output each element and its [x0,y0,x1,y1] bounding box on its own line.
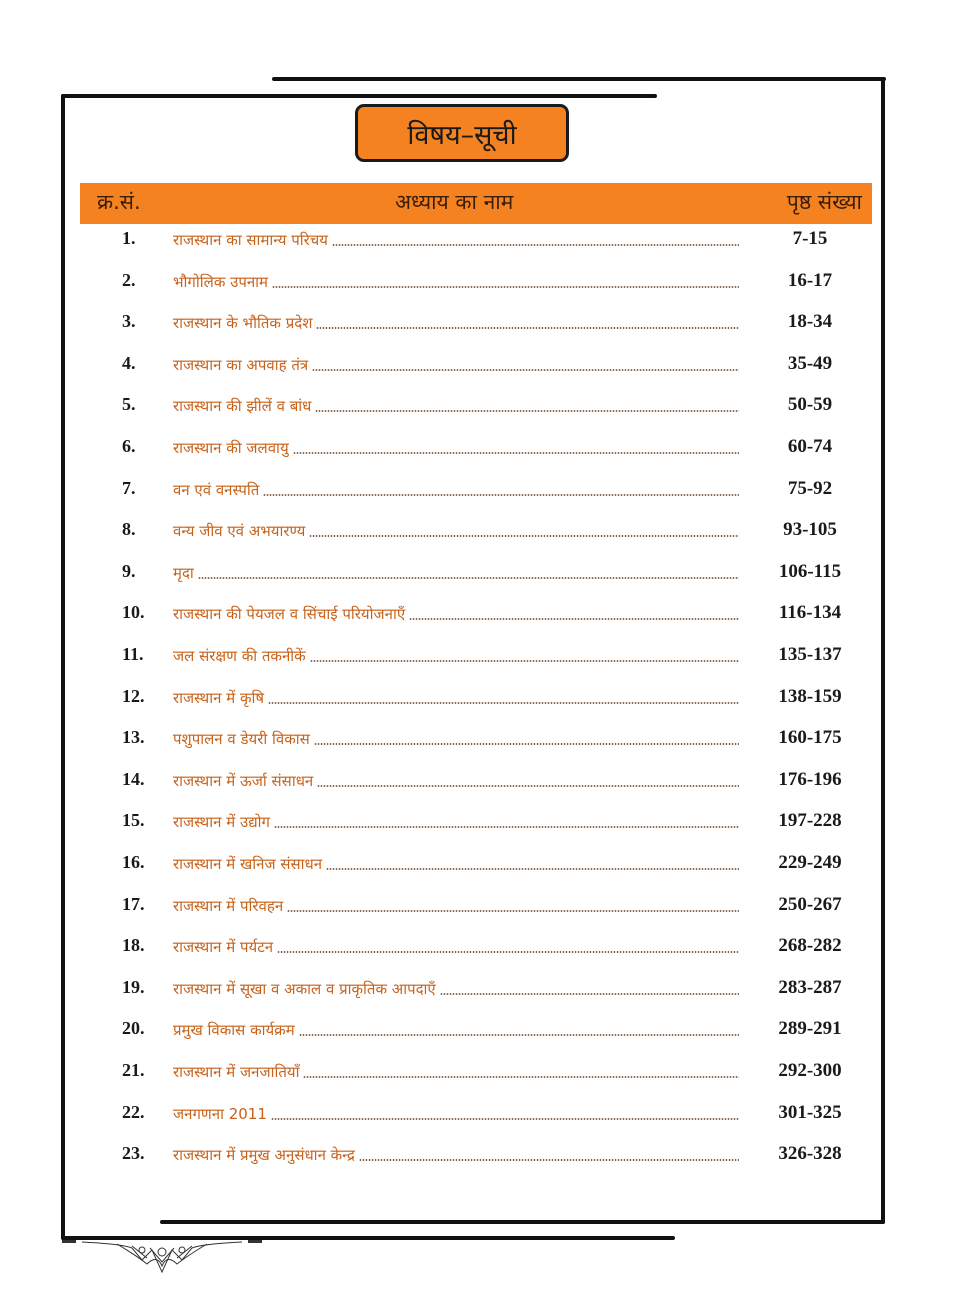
chapter-name: राजस्थान की पेयजल व सिंचाई परियोजनाएँ [173,605,406,624]
row-serial: 11. [122,644,144,664]
row-chapter [173,684,739,708]
table-row [0,517,954,547]
page-range: 135-137 [778,644,842,665]
page-range: 138-159 [778,685,842,707]
row-chapter [173,642,739,666]
page-range: 283-287 [778,976,842,998]
page-title-box [355,104,569,162]
table-row [0,434,954,464]
row-serial: 19. [122,976,145,997]
chapter-name: राजस्थान में कृषि [173,688,265,707]
table-row [0,351,954,381]
chapter-name: मृदा [173,563,194,582]
table-row [0,808,954,838]
page-range: 160-175 [778,727,842,749]
header-serial: क्र.सं. [97,190,141,214]
row-chapter [173,559,739,583]
page-title: विषय–सूची [407,119,517,151]
page-range: 35-49 [787,352,833,374]
row-serial: 21. [122,1060,145,1080]
row-serial: 14. [122,768,145,789]
dot-leader [359,1159,739,1161]
header-page-number: पृष्ठ संख्या [786,190,862,214]
page-range: 292-300 [778,1060,842,1081]
chapter-name: राजस्थान की जलवायु [173,439,289,457]
dot-leader [299,1034,739,1036]
page-range: 301-325 [778,1101,842,1123]
dot-leader [312,369,739,371]
page-range: 229-249 [778,852,842,873]
row-chapter [173,476,739,500]
page-range: 60-74 [787,436,833,457]
page-range: 106-115 [778,560,842,582]
table-row [0,725,954,755]
header-chapter-name: अध्याय का नाम [395,190,514,214]
table-row [0,850,954,880]
page-range: 176-196 [778,768,842,790]
chapter-name: राजस्थान का अपवाह तंत्र [173,355,309,374]
row-serial: 23. [122,1143,145,1164]
dot-leader [314,743,739,745]
dot-leader [315,410,739,412]
table-row [0,559,954,589]
table-row [0,1058,954,1088]
chapter-name: पशुपालन व डेयरी विकास [173,730,310,749]
row-serial: 4. [122,352,136,373]
page-range: 289-291 [778,1018,842,1040]
dot-leader [198,577,739,579]
row-serial: 5. [122,394,136,415]
row-chapter [173,1141,739,1165]
chapter-name: भौगोलिक उपनाम [173,272,269,291]
row-serial: 18. [122,935,145,956]
chapter-name: राजस्थान के भौतिक प्रदेश [173,314,313,333]
dot-leader [309,535,739,537]
dot-leader [409,618,739,620]
table-row [0,684,954,714]
chapter-name: राजस्थान में खनिज संसाधन [173,855,323,873]
page-range: 197-228 [778,810,842,832]
page-range: 268-282 [778,935,842,957]
page-range: 16-17 [787,269,833,291]
row-serial: 7. [122,477,136,498]
table-row [0,268,954,298]
row-chapter [173,767,739,791]
table-row [0,1100,954,1130]
chapter-name: राजस्थान में परिवहन [173,896,284,915]
row-chapter [173,268,739,292]
row-serial: 20. [122,1018,145,1039]
dot-leader [440,993,739,995]
table-row [0,975,954,1005]
chapter-name: राजस्थान में ऊर्जा संसाधन [173,771,314,790]
row-serial: 15. [122,810,145,831]
dot-leader [317,785,739,787]
chapter-name: प्रमुख विकास कार्यक्रम [173,1021,295,1040]
dot-leader [272,286,739,288]
row-chapter [173,975,739,999]
row-serial: 16. [122,852,145,872]
table-row [0,1141,954,1171]
row-chapter [173,517,739,541]
table-row [0,226,954,256]
row-chapter [173,1058,739,1082]
row-serial: 3. [122,311,136,332]
table-row [0,642,954,672]
chapter-name: राजस्थान की झीलें व बांध [173,397,312,416]
dot-leader [268,702,739,704]
table-row [0,933,954,963]
row-chapter [173,850,739,874]
chapter-name: वन एवं वनस्पति [173,480,260,499]
dot-leader [326,868,739,870]
dot-leader [263,494,739,496]
row-serial: 2. [122,269,136,290]
row-serial: 17. [122,893,145,914]
table-row [0,892,954,922]
row-serial: 13. [122,727,145,748]
page-range: 93-105 [783,519,837,541]
chapter-name: राजस्थान का सामान्य परिचय [173,231,328,249]
row-serial: 22. [122,1101,145,1122]
chapter-name: राजस्थान में प्रमुख अनुसंधान केन्द्र [173,1146,355,1165]
frame-outer-top-line [272,77,886,81]
page-range: 50-59 [787,394,833,416]
table-row [0,600,954,630]
row-serial: 1. [122,228,136,248]
row-chapter [173,434,739,458]
page-range: 18-34 [787,311,833,333]
row-serial: 8. [122,519,136,540]
page-range: 7-15 [792,228,828,249]
dot-leader [293,452,739,454]
row-chapter [173,892,739,916]
table-header [80,183,872,224]
chapter-name: वन्य जीव एवं अभयारण्य [173,522,306,541]
table-row [0,392,954,422]
table-row [0,767,954,797]
row-chapter [173,351,739,375]
row-serial: 9. [122,560,136,581]
dot-leader [277,951,739,953]
row-chapter [173,226,739,250]
frame-outer-bottom-line [160,1220,885,1224]
row-serial: 12. [122,685,145,706]
dot-leader [316,327,739,329]
dot-leader [303,1076,739,1078]
row-chapter [173,309,739,333]
row-serial: 6. [122,436,136,456]
chapter-name: जल संरक्षण की तकनीकें [173,647,306,665]
row-serial: 10. [122,602,145,623]
row-chapter [173,808,739,832]
page-range: 250-267 [778,893,842,915]
row-chapter [173,1016,739,1040]
chapter-name: राजस्थान में सूखा व अकाल व प्राकृतिक आपदाएँ [173,979,436,998]
table-row [0,476,954,506]
table-row [0,1016,954,1046]
row-chapter [173,933,739,957]
row-chapter [173,725,739,749]
page-range: 75-92 [787,477,833,499]
chapter-name: राजस्थान में जनजातियाँ [173,1063,300,1081]
dot-leader [310,660,739,662]
dot-leader [287,910,739,912]
chapter-name: राजस्थान में पर्यटन [173,938,274,957]
dot-leader [332,244,739,246]
frame-top-line [61,94,657,98]
chapter-name: राजस्थान में उद्योग [173,813,270,832]
chapter-name: जनगणना 2011 [173,1104,267,1123]
dot-leader [274,826,739,828]
row-chapter [173,1100,739,1124]
dot-leader [271,1118,739,1120]
page-range: 326-328 [778,1143,842,1165]
row-chapter [173,600,739,624]
mandala-ornament-icon [62,1238,262,1278]
table-row [0,309,954,339]
row-chapter [173,392,739,416]
page-range: 116-134 [778,602,842,624]
